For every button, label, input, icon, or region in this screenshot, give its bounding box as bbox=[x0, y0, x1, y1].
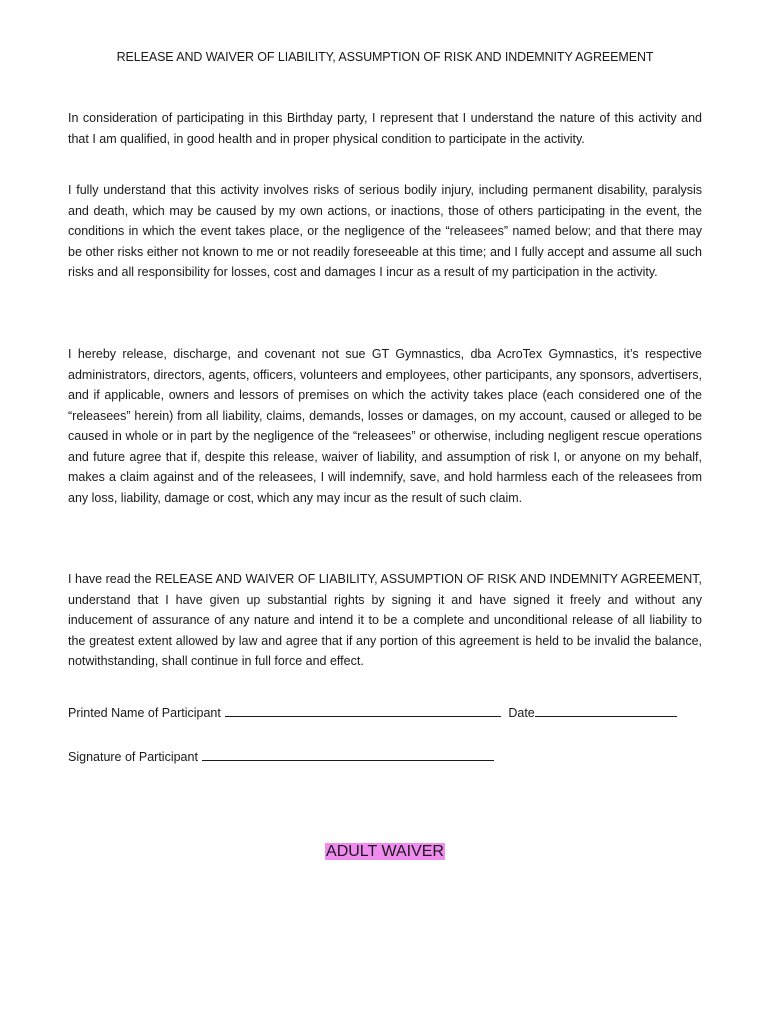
printed-name-field[interactable] bbox=[225, 703, 501, 717]
release-paragraph: I hereby release, discharge, and covenant not sue GT Gymnastics, dba AcroTex Gymnastics, it’s respective administrators, directors, agents, officers, volunteers and employees, other participants, any sponsors, advertisers, and if applicable, owners and lessors of premises on which the activity takes place (each considered one of the “releasees” herein) from all liability, claims, demands, losses or damages, on my account, caused or alleged to be caused in whole or in part by the negligence of the “releasees” or otherwise, including negligent rescue operations and future agree that if, despite this release, waiver of liability, and assumption of risk I, or anyone on my behalf, makes a claim against and of the releasees, I will indemnify, save, and hold harmless each of the releasees from any loss, liability, damage or cost, which any may incur as the result of such claim. bbox=[68, 347, 702, 505]
risk-acknowledgement-paragraph: I fully understand that this activity involves risks of serious bodily injury, including permanent disability, paralysis and death, which may be caused by my own actions, or inactions, those of others participating in the event, the conditions in which the event takes place, or the negligence of the “releasees” named below; and that there may be other risks either not known to me or not readily foreseeable at this time; and I fully accept and assume all such risks and all responsibility for losses, cost and damages I incur as a result of my participation in the activity. bbox=[68, 183, 702, 279]
agreement-read-paragraph: I have read the RELEASE AND WAIVER OF LIABILITY, ASSUMPTION OF RISK AND INDEMNITY AGREEMENT, understand that I have given up substantial rights by signing it and have signed it freely and without any inducement of assurance of any nature and intend it to be a complete and unconditional release of all liability to the greatest extent allowed by law and agree that if any portion of this agreement is held to be invalid the balance, notwithstanding, shall continue in full force and effect. bbox=[68, 572, 702, 668]
printed-name-row bbox=[68, 703, 677, 722]
signature-field[interactable] bbox=[202, 747, 494, 761]
consideration-paragraph: In consideration of participating in this Birthday party, I represent that I understand the nature of this activity and that I am qualified, in good health and in proper physical condition to participate in the activity. bbox=[68, 111, 702, 146]
adult-waiver-footer bbox=[0, 841, 770, 863]
signature-label: Signature of Participant bbox=[68, 750, 198, 764]
signature-row bbox=[68, 747, 494, 766]
date-field[interactable] bbox=[535, 703, 677, 717]
adult-waiver-label: ADULT WAIVER bbox=[326, 843, 444, 860]
document-title: RELEASE AND WAIVER OF LIABILITY, ASSUMPTION OF RISK AND INDEMNITY AGREEMENT bbox=[116, 50, 654, 64]
printed-name-label: Printed Name of Participant bbox=[68, 706, 221, 720]
date-label: Date bbox=[508, 706, 535, 720]
